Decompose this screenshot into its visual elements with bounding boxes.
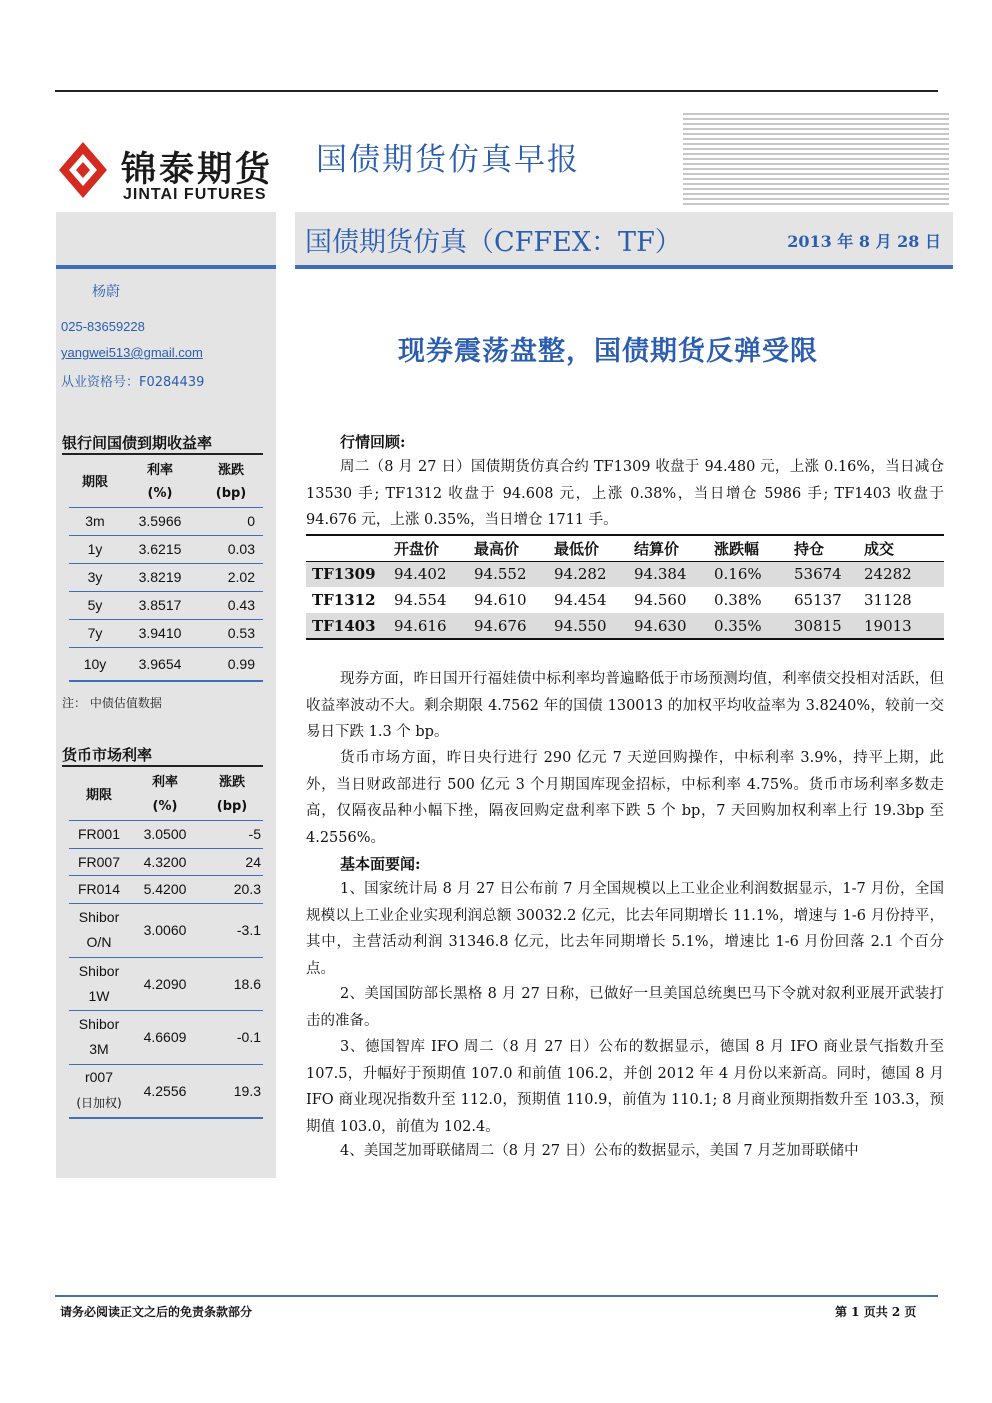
table-row: [69, 848, 263, 875]
cell-chg: 19.3: [201, 1064, 263, 1118]
report-title: 国债期货仿真早报: [316, 142, 580, 178]
cell-rate: 3.5966: [121, 507, 199, 535]
col-head-rate-unit: (%): [147, 486, 173, 502]
cell-chg: -5: [201, 820, 263, 848]
cell-chg: 20.3: [201, 875, 263, 903]
news-item-2: 2、美国国防部长黑格 8 月 27 日称，已做好一旦美国总统奥巴马下令就对叙利亚展开武装打击的准备。: [306, 986, 944, 1029]
author-name: 杨蔚: [92, 284, 120, 300]
cell-term: 1y: [69, 535, 121, 563]
table-row: [69, 820, 263, 848]
cell-chg: 24: [201, 848, 263, 875]
cell-chg: 0: [199, 507, 263, 535]
quote-col-head: 持仓: [788, 535, 858, 561]
col-head-term: 期限: [85, 787, 112, 803]
col-head-rate-unit: (%): [152, 798, 178, 814]
cell-chg: 2.02: [199, 563, 263, 591]
quote-open-interest: 30815: [788, 613, 858, 639]
quote-volume: 31128: [864, 591, 912, 609]
quote-open-interest: 65137: [794, 591, 842, 609]
quote-low: 94.454: [554, 591, 607, 609]
quote-open: 94.616: [388, 613, 468, 639]
cell-chg: 0.03: [199, 535, 263, 563]
col-head-chg-unit: (bp): [216, 798, 248, 814]
cell-term-line1: Shibor: [78, 1016, 120, 1032]
author-phone: 025-83659228: [61, 319, 145, 334]
table-row: [69, 563, 263, 591]
quote-col-head: 最低价: [548, 535, 628, 561]
top-rule: [55, 90, 938, 92]
quote-change: 0.35%: [708, 613, 788, 639]
quote-volume: 24282: [858, 561, 944, 587]
cell-rate: 3.8517: [121, 591, 199, 619]
money-market-paragraph: 货币市场方面，昨日央行进行 290 亿元 7 天逆回购操作，中标利率 3.9%，持平上期，此外，当日财政部进行 500 亿元 3 个月期国库现金招标，中标利率 4.75%。货币市场利率多数走高，仅隔夜品种小幅下挫，隔夜回购定盘利率下跌 5 个 bp，7 天回购加权利率上行 19.3bp 至 4.2556%。: [306, 750, 944, 846]
bond-yield-table: [69, 455, 263, 682]
quote-settle: 94.384: [628, 561, 708, 587]
footer-rule: [55, 1295, 938, 1297]
review-heading: 行情回顾:: [340, 433, 406, 451]
footer-disclaimer: 请务必阅读正文之后的免责条款部分: [60, 1305, 253, 1319]
quote-col-head: [306, 535, 388, 561]
subtitle-band: [295, 212, 953, 267]
author-certificate: 从业资格号：F0284439: [61, 375, 205, 390]
cell-rate: 5.4200: [129, 875, 201, 903]
cell-chg: 0.43: [199, 591, 263, 619]
cell-term: 3y: [69, 563, 121, 591]
cell-term: FR007: [69, 848, 129, 875]
table-row: [69, 903, 263, 957]
fundamentals-heading: 基本面要闻:: [340, 855, 421, 873]
cell-rate: 4.2556: [129, 1064, 201, 1118]
cell-rate: 3.8219: [121, 563, 199, 591]
cell-chg: 18.6: [201, 957, 263, 1010]
cell-chg: 0.53: [199, 619, 263, 647]
article-headline: 现券震荡盘整，国债期货反弹受限: [398, 336, 818, 367]
cell-term: 10y: [69, 647, 121, 681]
quote-code: TF1312: [312, 591, 376, 609]
futures-quote-table: [306, 534, 944, 640]
quote-high: 94.610: [474, 591, 527, 609]
review-paragraph: 周二（8 月 27 日）国债期货仿真合约 TF1309 收盘于 94.480 元，上涨 0.16%，当日减仓 13530 手; TF1312 收盘于 94.608 元，上涨 0.38%，当日增仓 5986 手; TF1403 收盘于 94.676 元，上涨 0.35%，当日增仓 1711 手。: [306, 459, 944, 528]
cell-term-line2: 1W: [88, 987, 110, 1004]
cell-term: 3m: [69, 507, 121, 535]
cell-term-line1: Shibor: [78, 962, 120, 979]
news-item-4: 4、美国芝加哥联储周二（8 月 27 日）公布的数据显示，美国 7 月芝加哥联储中: [340, 1143, 859, 1159]
cell-term: [69, 957, 129, 1010]
quote-settle: 94.560: [634, 591, 687, 609]
news-item-1: 1、国家统计局 8 月 27 日公布前 7 月全国规模以上工业企业利润数据显示，1-7 月份，全国规模以上工业企业实现利润总额 30032.2 亿元，比去年同期增长 11.1%，增速与 1-6 月份持平，其中，主营活动利润 31346.8 亿元，比去年同期增长 5.1%，增速比 1-6 月份回落 2.1 个百分点。: [306, 881, 944, 977]
table-row: [69, 591, 263, 619]
money-market-title: 货币市场利率: [62, 746, 153, 764]
sub-title: 国债期货仿真（CFFEX：TF）: [305, 227, 682, 258]
sidebar-band-rule: [56, 265, 276, 269]
col-head-chg: 涨跌: [217, 462, 244, 478]
quote-open: 94.554: [394, 591, 447, 609]
quote-header-row: [306, 535, 944, 561]
quote-col-head: 成交: [858, 535, 944, 561]
quote-low: 94.282: [548, 561, 628, 587]
cell-rate: 4.6609: [129, 1010, 201, 1064]
quote-settle: 94.630: [628, 613, 708, 639]
quote-high: 94.676: [468, 613, 548, 639]
col-head-term: 期限: [81, 475, 108, 491]
table-row: [69, 1064, 263, 1118]
spot-paragraph: 现券方面，昨日国开行福娃债中标利率均普遍略低于市场预测均值，利率债交投相对活跃，但收益率波动不大。剩余期限 4.7562 年的国债 130013 的加权平均收益率为 3.8240%，较前一交易日下跌 1.3 个 bp。: [306, 671, 944, 740]
col-head-rate: 利率: [151, 774, 178, 790]
report-date: 2013 年 8 月 28 日: [787, 232, 941, 251]
quote-row: [306, 613, 944, 639]
table-row: [69, 875, 263, 903]
table-row: [69, 507, 263, 535]
table-row: [69, 957, 263, 1010]
cell-rate: 3.9654: [121, 647, 199, 681]
logo-english-name: JINTAI FUTURES: [123, 186, 267, 203]
table-row: [69, 1010, 263, 1064]
cell-term: FR014: [69, 875, 129, 903]
cell-term: [69, 1064, 129, 1118]
quote-open: 94.402: [388, 561, 468, 587]
cell-term: 7y: [69, 619, 121, 647]
page-number: 第 1 页共 2 页: [835, 1305, 917, 1319]
logo-mark-icon: [57, 140, 117, 200]
cell-rate: 4.3200: [129, 848, 201, 875]
table-row: [69, 535, 263, 563]
table-row: [69, 647, 263, 681]
quote-volume: 19013: [858, 613, 944, 639]
table-row: [69, 619, 263, 647]
bond-yield-note: 注： 中债估值数据: [62, 696, 162, 710]
cell-chg: -0.1: [201, 1010, 263, 1064]
quote-col-head: 开盘价: [388, 535, 468, 561]
cell-rate: 4.2090: [129, 957, 201, 1010]
quote-low: 94.550: [548, 613, 628, 639]
cell-term-line2: O/N: [86, 934, 112, 950]
decorative-stripes: [683, 113, 949, 205]
subtitle-band-rule: [295, 265, 953, 269]
quote-col-head: 最高价: [468, 535, 548, 561]
cell-term-line1: r007: [84, 1069, 114, 1086]
quote-open-interest: 53674: [788, 561, 858, 587]
cell-rate: 3.9410: [121, 619, 199, 647]
cell-term-line2: 3M: [89, 1041, 109, 1057]
quote-change: 0.38%: [714, 591, 762, 609]
company-logo: [57, 140, 277, 204]
bond-yield-title: 银行间国债到期收益率: [62, 434, 213, 452]
quote-change: 0.16%: [708, 561, 788, 587]
col-head-chg: 涨跌: [218, 774, 245, 790]
col-head-chg-unit: (bp): [215, 486, 247, 502]
cell-chg: -3.1: [201, 903, 263, 957]
quote-col-head: 结算价: [628, 535, 708, 561]
quote-row: [306, 561, 944, 587]
quote-col-head: 涨跌幅: [708, 535, 788, 561]
col-head-rate: 利率: [146, 462, 173, 478]
cell-rate: 3.6215: [121, 535, 199, 563]
quote-row: [306, 587, 944, 613]
cell-chg: 0.99: [199, 647, 263, 681]
cell-term: [69, 903, 129, 957]
cell-term: 5y: [69, 591, 121, 619]
author-email-link[interactable]: yangwei513@gmail.com: [61, 345, 203, 360]
quote-high: 94.552: [468, 561, 548, 587]
cell-term: [69, 1010, 129, 1064]
quote-code: TF1403: [306, 613, 388, 639]
cell-term-line2: (日加权): [76, 1096, 122, 1111]
money-market-table: [69, 767, 263, 1119]
cell-rate: 3.0060: [129, 903, 201, 957]
quote-code: TF1309: [306, 561, 388, 587]
cell-term-line1: Shibor: [78, 909, 120, 925]
cell-term: FR001: [69, 820, 129, 848]
cell-rate: 3.0500: [129, 820, 201, 848]
logo-chinese-name: 锦泰期货: [121, 150, 274, 190]
news-item-3: 3、德国智库 IFO 周二（8 月 27 日）公布的数据显示，德国 8 月 IFO 商业景气指数升至 107.5，升幅好于预期值 107.0 和前值 106.2，并创 2012 年 4 月份以来新高。同时，德国 8 月 IFO 商业现况指数升至 112.0，预期值 110.9，前值为 110.1; 8 月商业预期指数升至 103.3，预期值 103.0，前值为 102.4。: [306, 1039, 944, 1135]
